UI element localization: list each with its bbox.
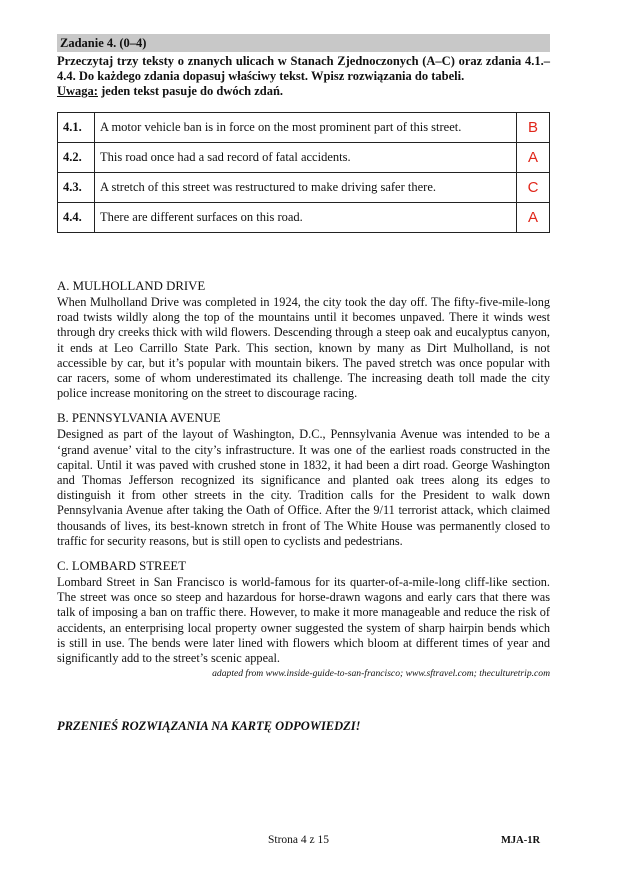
final-instruction: PRZENIEŚ ROZWIĄZANIA NA KARTĘ ODPOWIEDZI! xyxy=(57,719,361,734)
source-note: adapted from www.inside-guide-to-san-francisco; www.sftravel.com; theculturetrip.com xyxy=(212,668,550,680)
text-a xyxy=(57,279,550,401)
note-text: jeden tekst pasuje do dwóch zdań. xyxy=(97,84,284,98)
question-sentence: This road once had a sad record of fatal accidents. xyxy=(95,143,517,173)
exam-code: MJA-1R xyxy=(501,835,541,846)
answer-row xyxy=(58,143,550,173)
page-number: Strona 4 z 15 xyxy=(268,834,330,846)
text-c-body: Lombard Street in San Francisco is world-famous for its quarter-of-a-mile-long cliff-like section. The street was once so steep and hazardous for horse-drawn wagons and early cars that there was talk of imposing a ban on traffic there. However, to make it more manageable and reduce the risk of accidents, an enterprising local property owner suggested the system of sharp hairpin bends which is still in use. The bends were later lined with flowers which bloom at different times of year and significantly add to the street’s scenic appeal. xyxy=(57,575,550,666)
answer-cell[interactable]: B xyxy=(517,113,550,143)
answer-row xyxy=(58,173,550,203)
text-b xyxy=(57,411,550,549)
text-b-title: B. PENNSYLVANIA AVENUE xyxy=(57,411,221,426)
question-number: 4.4. xyxy=(58,203,95,233)
instruction-text: Przeczytaj trzy teksty o znanych ulicach w Stanach Zjednoczonych (A–C) oraz zdania 4.1.–4.4. Do każdego zdania dopasuj właściwy tekst. Wpisz rozwiązania do tabeli. xyxy=(57,54,550,83)
reading-texts xyxy=(57,279,550,679)
answer-cell[interactable]: A xyxy=(517,143,550,173)
text-a-title: A. MULHOLLAND DRIVE xyxy=(57,279,206,293)
question-sentence: There are different surfaces on this road. xyxy=(95,203,517,233)
task-instruction xyxy=(57,54,550,99)
answer-row xyxy=(58,203,550,233)
text-c-title: C. LOMBARD STREET xyxy=(57,559,187,574)
text-c xyxy=(57,559,550,679)
exam-page xyxy=(57,34,550,734)
question-number: 4.3. xyxy=(58,173,95,203)
answer-cell[interactable]: A xyxy=(517,203,550,233)
question-number: 4.2. xyxy=(58,143,95,173)
question-number: 4.1. xyxy=(58,113,95,143)
task-title: Zadanie 4. (0–4) xyxy=(57,34,550,52)
answer-table xyxy=(57,112,550,233)
note-label: Uwaga: xyxy=(57,84,98,98)
text-a-body: When Mulholland Drive was completed in 1924, the city took the day off. The fifty-five-mile-long road twists wildly along the top of the mountains until it becomes unpaved. There it winds west through dry creeks thick with wild flowers. Descending through a steep oak and eucalyptus canyon, it ends at Leo Carrillo State Park. This section, known by many as Dirt Mulholland, is not accessible by car, but it’s popular with mountain bikers. The paved stretch was once popular with car racers, some of whom underestimated its challenge. The increasing death toll made the city police increase monitoring on the street to discourage racing. xyxy=(57,295,550,401)
question-sentence: A stretch of this street was restructured to make driving safer there. xyxy=(95,173,517,203)
question-sentence: A motor vehicle ban is in force on the most prominent part of this street. xyxy=(95,113,517,143)
answer-row xyxy=(58,113,550,143)
answer-cell[interactable]: C xyxy=(517,173,550,203)
text-b-body: Designed as part of the layout of Washington, D.C., Pennsylvania Avenue was intended to be a ‘grand avenue’ vital to the city’s infrastructure. It was one of the earliest roads constructed in the capital. Until it was paved with crushed stone in 1832, it had been a dirt road. George Washington and Thomas Jefferson recognized its significance and planted oak trees along its edges to distinguish it from other streets in the city. Tradition calls for the President to walk down Pennsylvania Avenue after taking the Oath of Office. After the 9/11 terrorist attack, which claimed thousands of lives, its best-known stretch in front of The White House was permanently closed to traffic for security reasons, but is still open to cyclists and pedestrians. xyxy=(57,427,550,548)
